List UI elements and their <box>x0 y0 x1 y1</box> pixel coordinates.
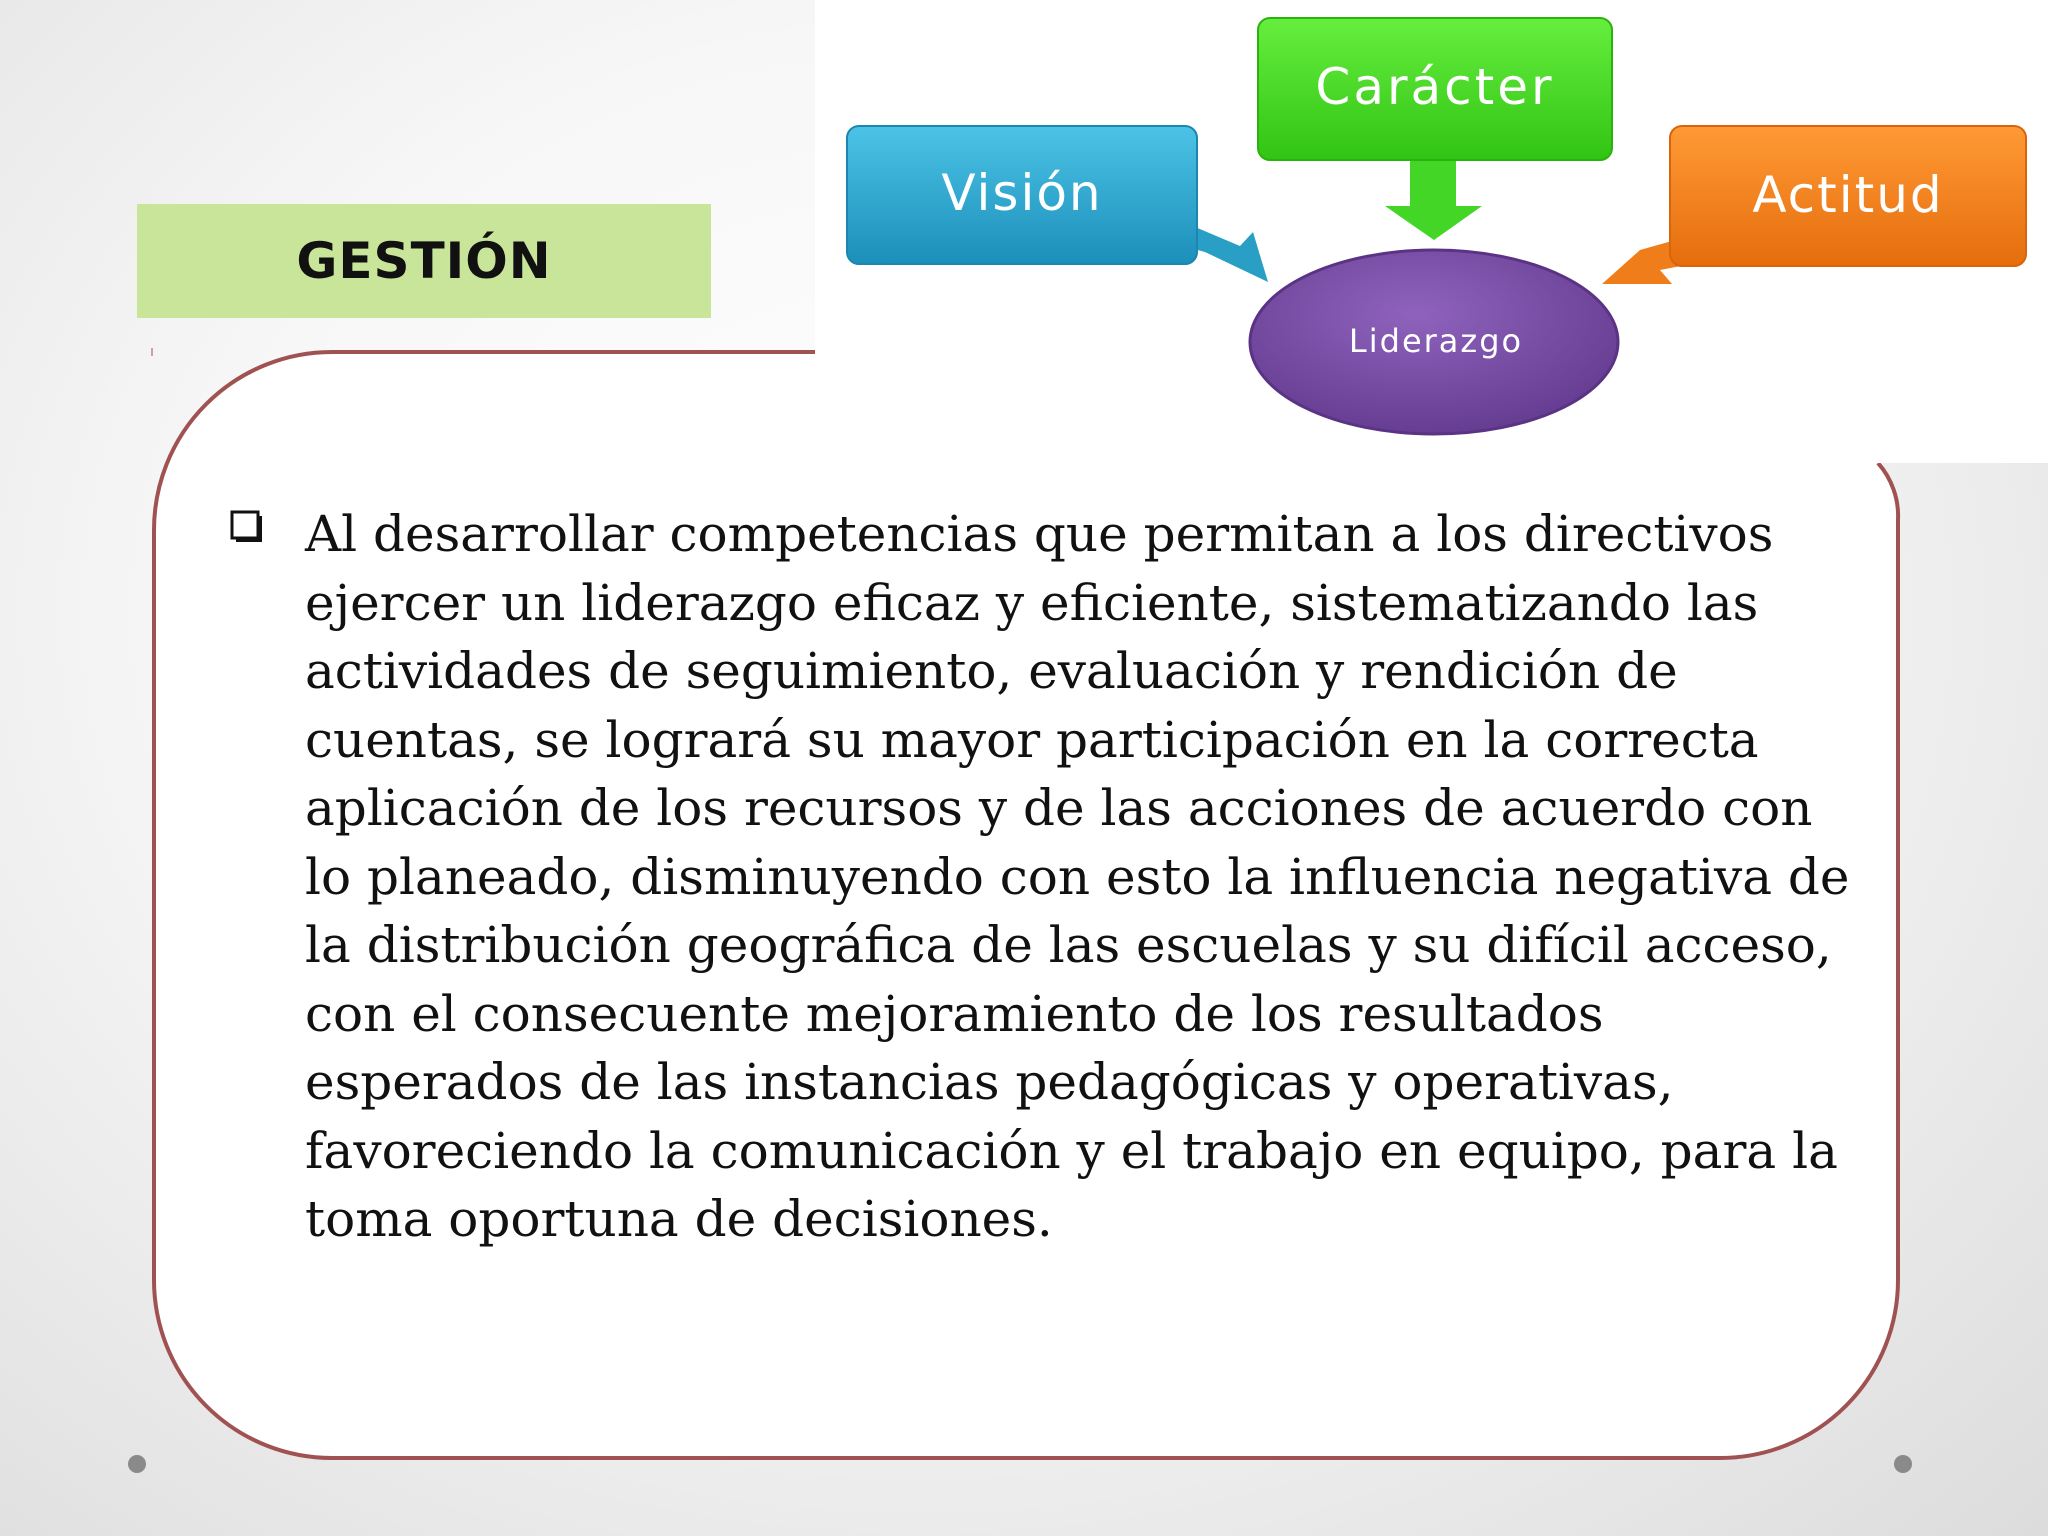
bullet-text: Al desarrollar competencias que permitan a los directivos ejercer un liderazgo eficaz y eficiente, sistematizando las actividades de seguimiento, evaluación y rendición de cuentas, se logrará su mayor participación en la correcta aplicación de los recursos y de las acciones de acuerdo con lo planeado, disminuyendo con esto la influencia negativa de la distribución geográfica de las escuelas y su difícil acceso, con el consecuente mejoramiento de los resultados esperados de las instancias pedagógicas y operativas, favoreciendo la comunicación y el trabajo en equipo, para la toma oportuna de decisiones. <box>305 505 1850 1248</box>
caracter-arrow <box>1385 206 1482 240</box>
caracter-label: Carácter <box>1315 58 1555 116</box>
checkbox-outline-icon <box>230 510 262 542</box>
page-title: GESTIÓN <box>296 232 552 290</box>
caracter-node <box>1258 18 1612 240</box>
liderazgo-node <box>1250 250 1618 434</box>
actitud-label: Actitud <box>1752 166 1944 224</box>
corner-dot-left <box>128 1455 146 1473</box>
actitud-node <box>1602 126 2026 284</box>
vision-node <box>847 126 1268 282</box>
header-box <box>137 204 711 318</box>
liderazgo-label: Liderazgo <box>1348 322 1524 360</box>
vision-label: Visión <box>941 164 1103 222</box>
corner-dot-right <box>1894 1455 1912 1473</box>
